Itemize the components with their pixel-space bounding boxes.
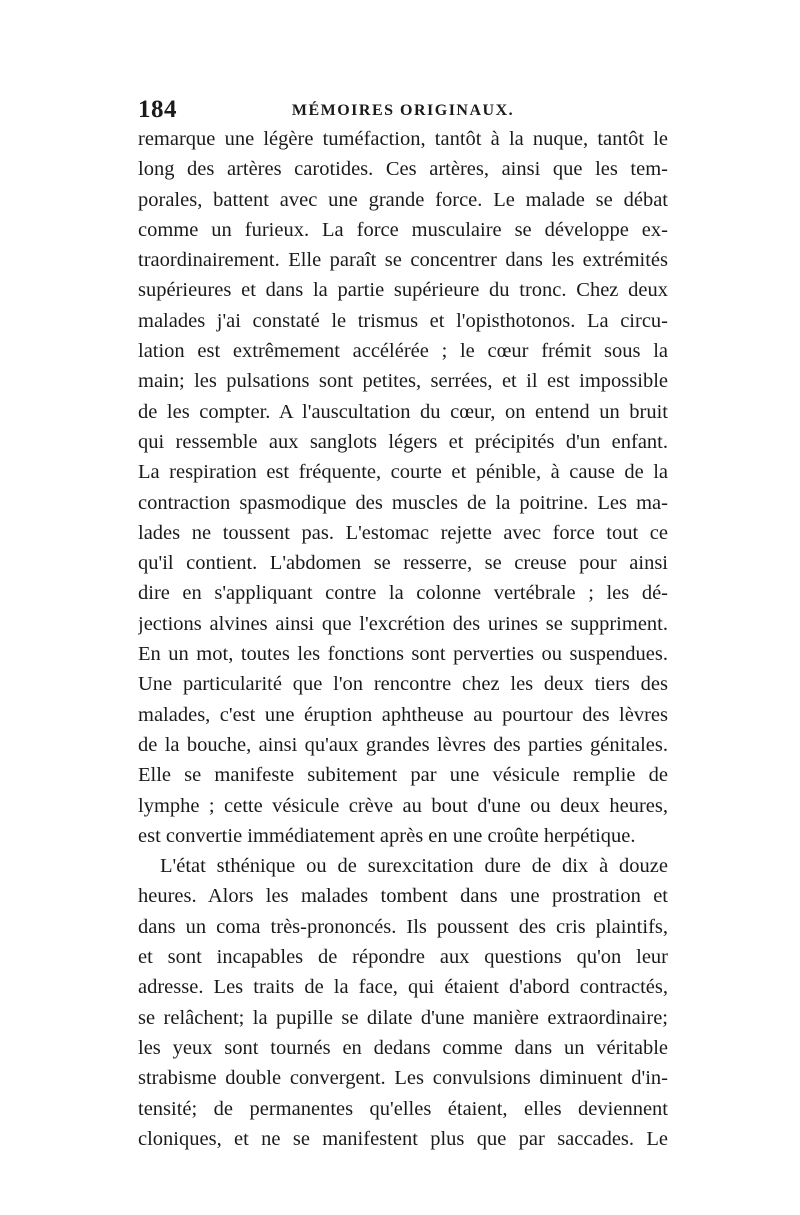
body-text	[138, 124, 668, 1154]
text-line: Une particularité que l'on rencontre chez les deux tiers des	[138, 673, 668, 696]
text-line: heures. Alors les malades tombent dans une prostration et	[138, 885, 668, 908]
text-line: strabisme double convergent. Les convulsions diminuent d'in-	[138, 1067, 668, 1090]
text-line: les yeux sont tournés en dedans comme dans un véritable	[138, 1036, 668, 1059]
text-line: et sont incapables de répondre aux questions qu'on leur	[138, 946, 668, 969]
text-line: dans un coma très-prononcés. Ils poussent des cris plaintifs,	[138, 915, 668, 938]
text-line: lymphe ; cette vésicule crève au bout d'une ou deux heures,	[138, 794, 668, 817]
text-line: remarque une légère tuméfaction, tantôt à la nuque, tantôt le	[138, 128, 668, 150]
text-line: jections alvines ainsi que l'excrétion des urines se suppriment.	[138, 612, 668, 635]
text-line: lation est extrêmement accélérée ; le cœur frémit sous la	[138, 340, 668, 363]
text-line: malades, c'est une éruption aphtheuse au pourtour des lèvres	[138, 703, 668, 726]
paragraph-start-line: L'état sthénique ou de surexcitation dure de dix à douze	[160, 855, 668, 878]
text-line: est convertie immédiatement après en une croûte herpétique.	[138, 824, 636, 847]
text-line: long des artères carotides. Ces artères, ainsi que les tem-	[138, 158, 668, 181]
text-line: En un mot, toutes les fonctions sont perverties ou suspendues.	[138, 643, 668, 666]
text-line: adresse. Les traits de la face, qui étaient d'abord contractés,	[138, 976, 668, 999]
text-line: Elle se manifeste subitement par une vésicule remplie de	[138, 764, 668, 787]
text-line: se relâchent; la pupille se dilate d'une manière extraordinaire;	[138, 1006, 668, 1029]
text-line: qui ressemble aux sanglots légers et précipités d'un enfant.	[138, 430, 668, 453]
text-line: traordinairement. Elle paraît se concentrer dans les extrémités	[138, 249, 668, 272]
text-line: de les compter. A l'auscultation du cœur, on entend un bruit	[138, 400, 668, 423]
text-line: porales, battent avec une grande force. Le malade se débat	[138, 188, 668, 211]
text-line: contraction spasmodique des muscles de la poitrine. Les ma-	[138, 491, 668, 514]
text-line: cloniques, et ne se manifestent plus que par saccades. Le	[138, 1127, 668, 1150]
text-line: de la bouche, ainsi qu'aux grandes lèvres des parties génitales.	[138, 733, 668, 756]
running-title: MÉMOIRES ORIGINAUX.	[291, 102, 515, 119]
text-line: La respiration est fréquente, courte et pénible, à cause de la	[138, 461, 668, 484]
text-line: main; les pulsations sont petites, serrées, et il est impossible	[138, 370, 668, 393]
text-line: comme un furieux. La force musculaire se développe ex-	[138, 218, 668, 241]
text-line: malades j'ai constaté le trismus et l'opisthotonos. La circu-	[138, 309, 668, 332]
page-number: 184	[138, 96, 177, 123]
text-line: dire en s'appliquant contre la colonne vertébrale ; les dé-	[138, 582, 668, 605]
text-line: tensité; de permanentes qu'elles étaient, elles deviennent	[138, 1097, 668, 1120]
text-line: qu'il contient. L'abdomen se resserre, se creuse pour ainsi	[138, 552, 668, 575]
text-line: supérieures et dans la partie supérieure du tronc. Chez deux	[138, 279, 668, 302]
text-line: lades ne toussent pas. L'estomac rejette avec force tout ce	[138, 521, 668, 544]
